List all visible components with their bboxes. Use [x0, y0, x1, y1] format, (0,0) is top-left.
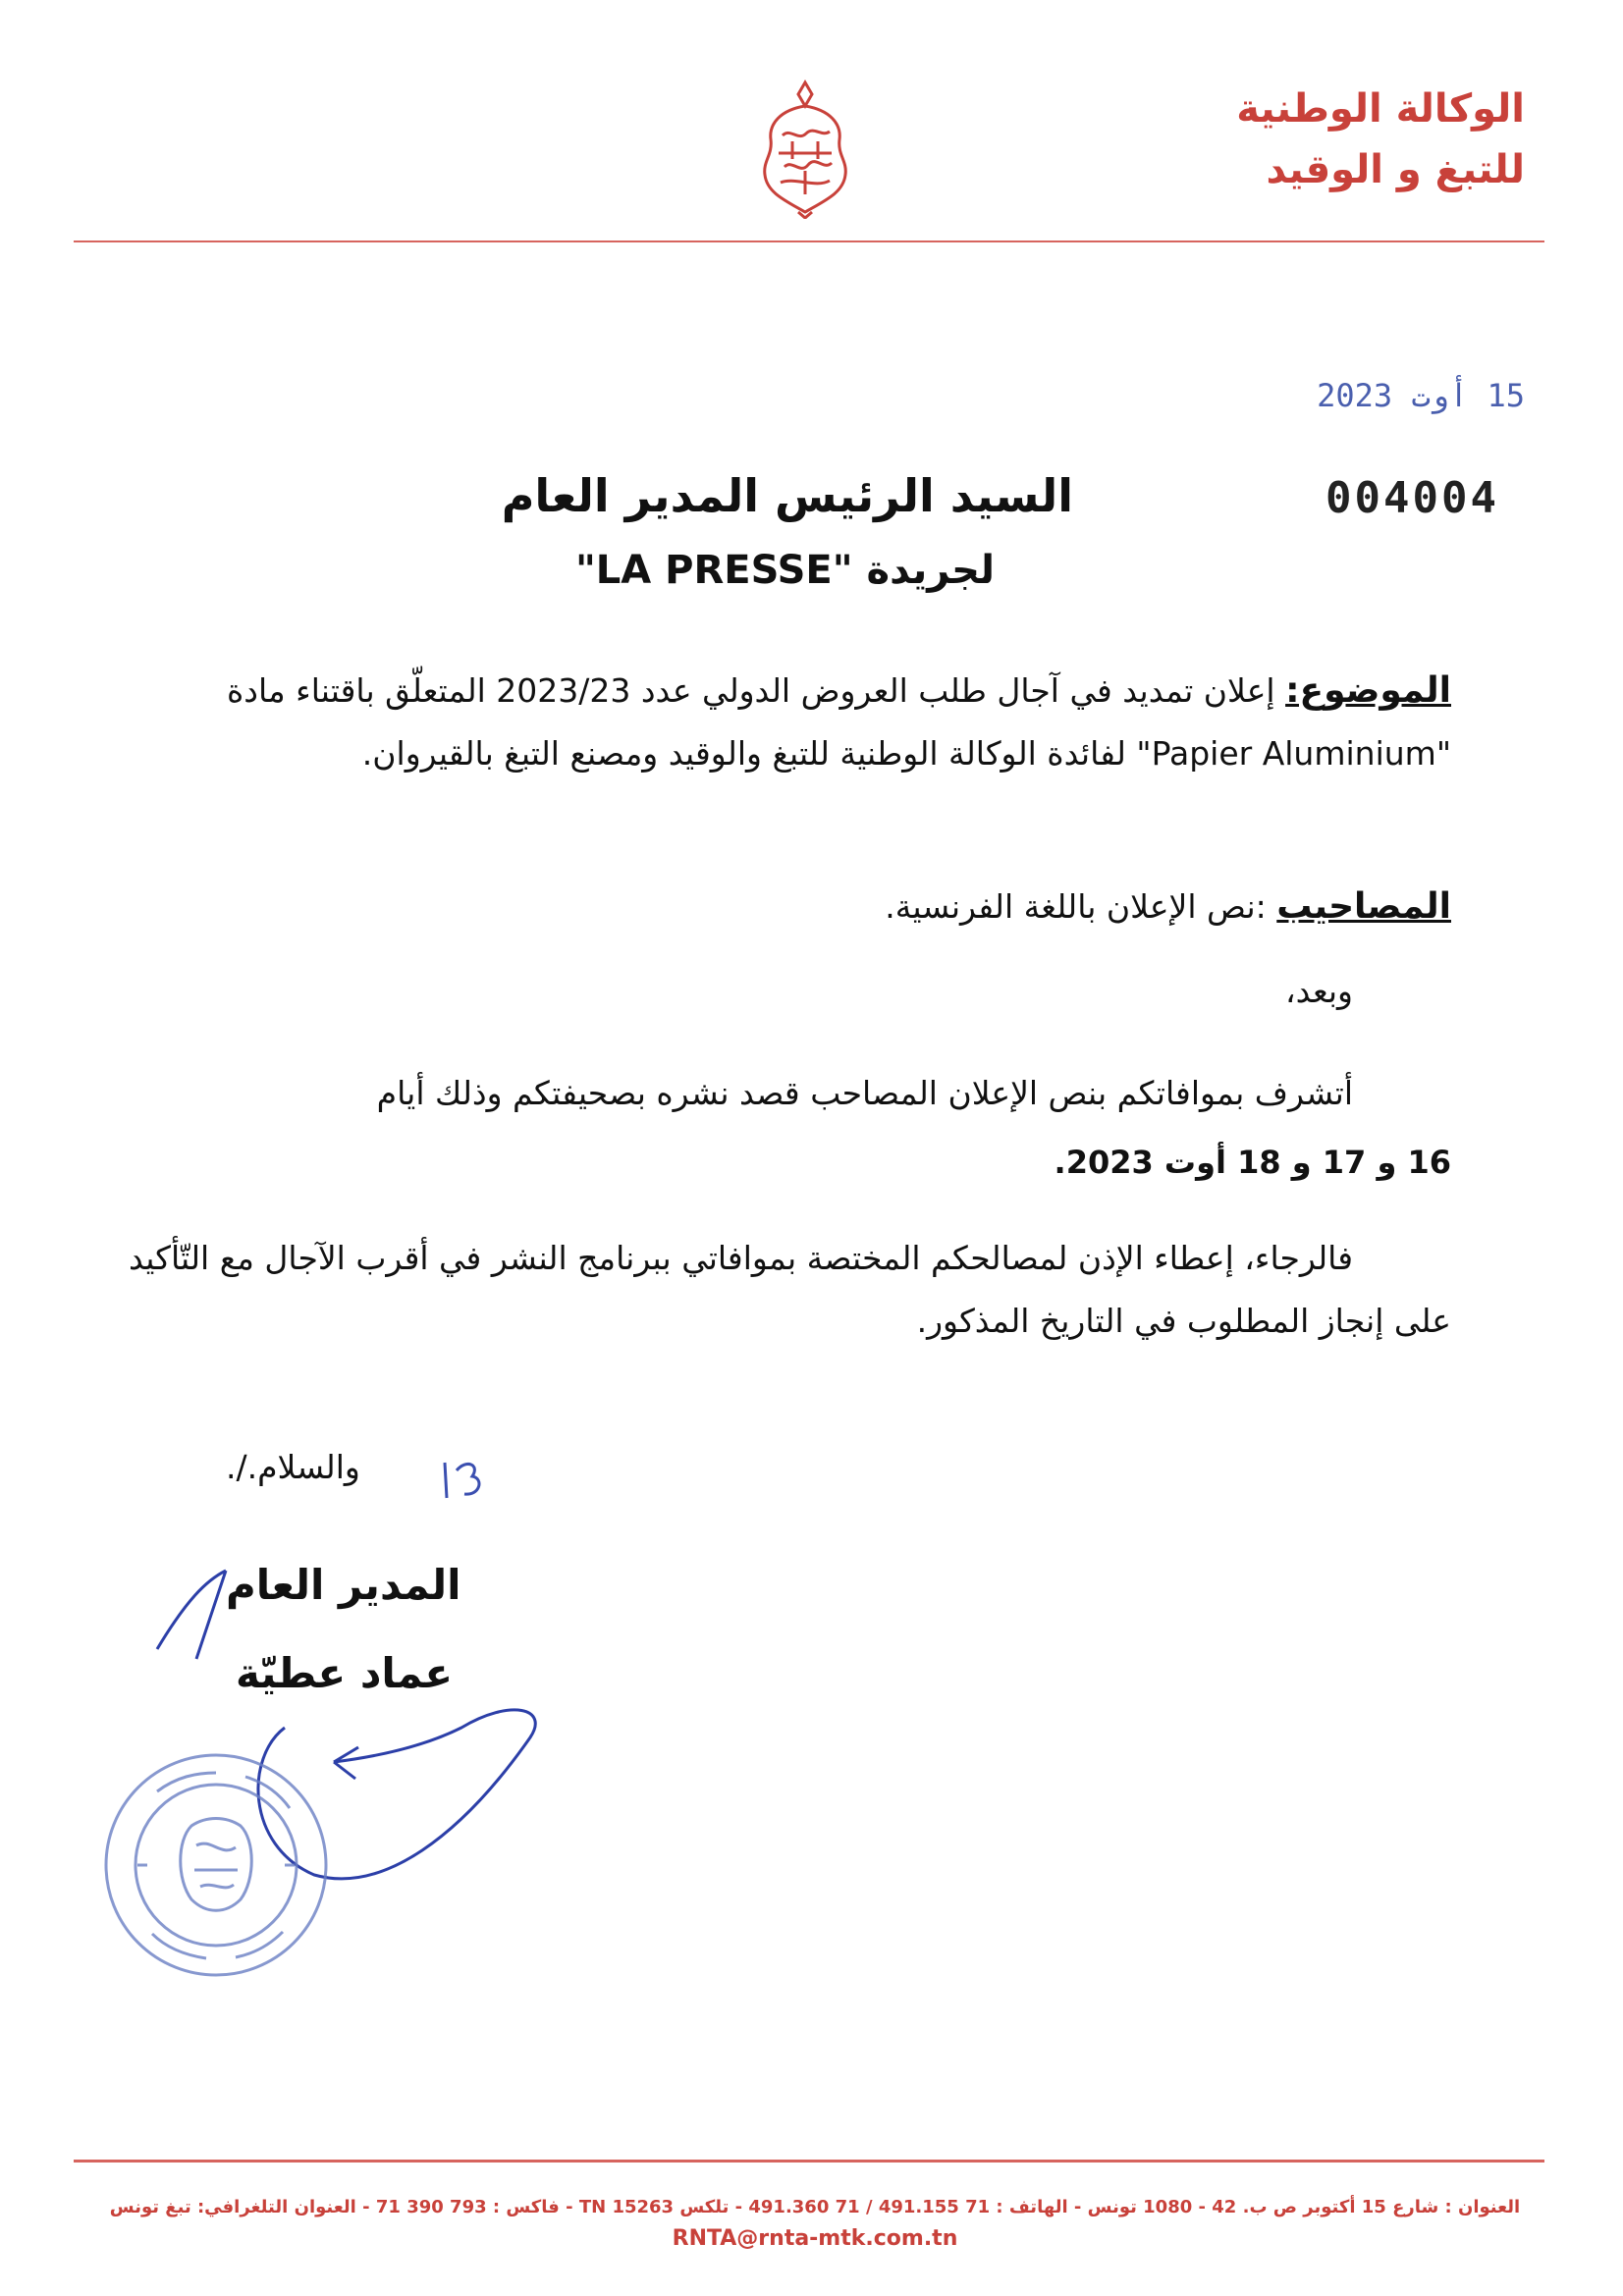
attachments-block	[123, 876, 1451, 938]
subject-text: إعلان تمديد في آجال طلب العروض الدولي عدد 2023/23 المتعلّق باقتناء مادة "Papier Aluminium" لفائدة الوكالة الوطنية للتبغ والوقيد ومصنع التبغ بالقيروان.	[226, 671, 1451, 773]
footer-divider	[74, 2160, 1544, 2163]
signatory-name: عماد عطيّة	[236, 1649, 454, 1697]
recipient-newspaper: لجريدة "LA PRESSE"	[574, 548, 995, 593]
subject-block	[118, 660, 1451, 785]
reference-number: 004004	[1325, 473, 1499, 523]
header-divider	[74, 240, 1544, 242]
footer-email: RNTA@rnta-mtk.com.tn	[672, 2226, 958, 2251]
closing-salutation: والسلام./.	[226, 1448, 360, 1486]
official-round-stamp-icon	[98, 1747, 334, 1983]
organization-name-line1: الوكالة الوطنية	[1236, 86, 1525, 132]
body-paragraph-1: أتشرف بموافاتكم بنص الإعلان المصاحب قصد نشره بصحيفتكم وذلك أيام	[376, 1074, 1353, 1112]
handwritten-initials-icon	[437, 1451, 506, 1510]
attachments-label: المصاحيب	[1276, 886, 1451, 927]
publication-dates: 16 و 17 و 18 أوت 2023.	[1054, 1144, 1451, 1181]
organization-name-line2: للتبغ و الوقيد	[1266, 147, 1525, 192]
letter-date: 15 أوت 2023	[1317, 377, 1525, 414]
agency-logo-icon	[751, 77, 859, 219]
signatory-title: المدير العام	[226, 1561, 461, 1609]
greeting: وبعد،	[1284, 972, 1353, 1010]
footer-address: العنوان : شارع 15 أكتوبر ص ب. 42 - 1080 تونس - الهاتف : 71 491.155 / 71 491.360 - تلكس 15263 TN - فاكس : 793 390 71 - العنوان التلغرافي: تبغ تونس	[109, 2197, 1521, 2217]
body-paragraph-2: فالرجاء، إعطاء الإذن لمصالحكم المختصة بموافاتي ببرنامج النشر في أقرب الآجال مع التّأكيد على إنجاز المطلوب في التاريخ المذكور.	[128, 1239, 1451, 1340]
attachments-text: :نص الإعلان باللغة الفرنسية.	[885, 887, 1267, 926]
subject-label: الموضوع:	[1285, 670, 1451, 711]
recipient-title: السيد الرئيس المدير العام	[501, 469, 1073, 522]
